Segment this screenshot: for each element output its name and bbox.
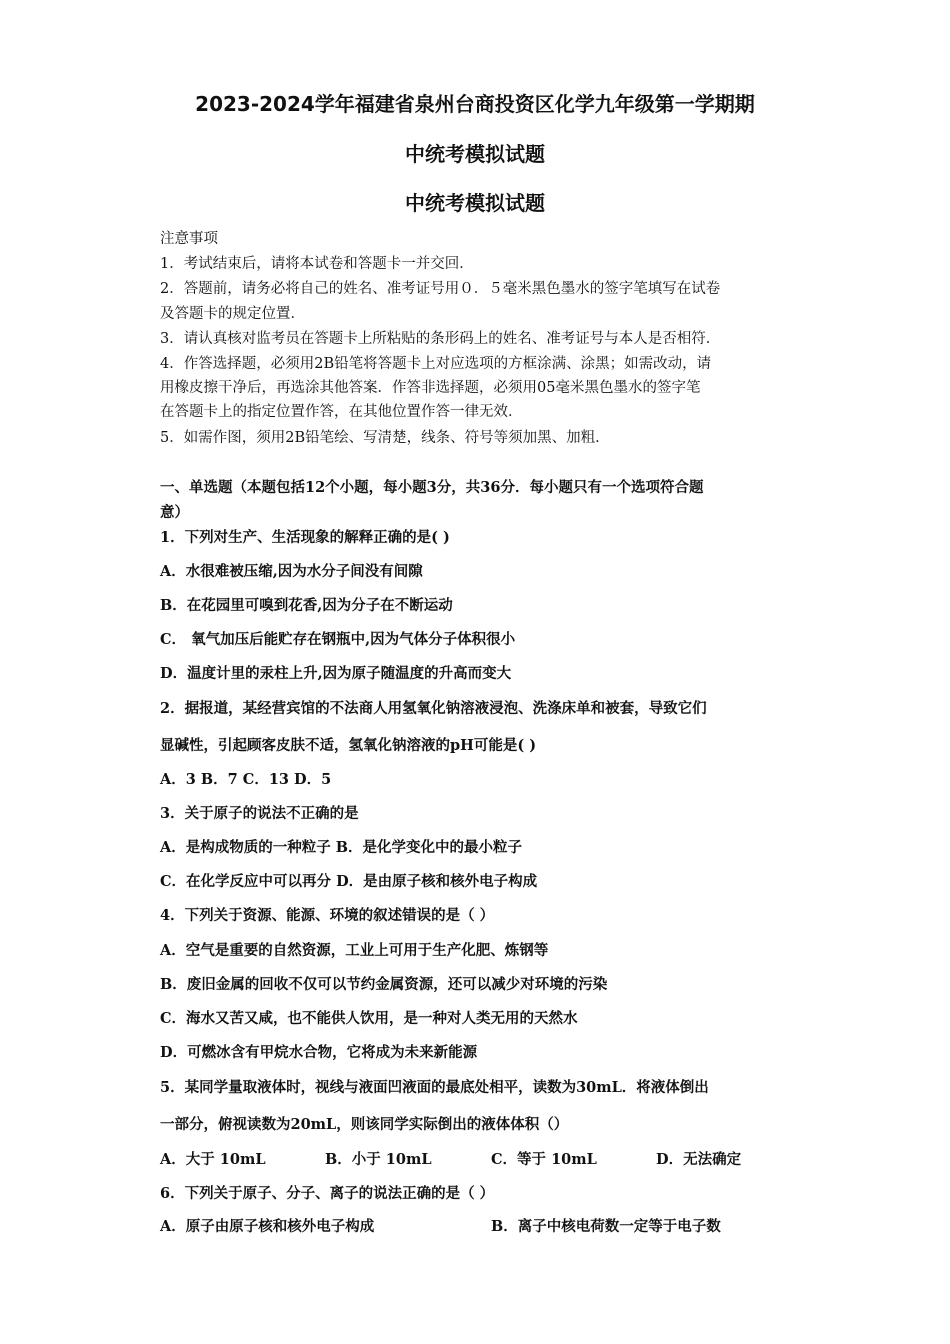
- question-stem: 3．关于原子的说法不正确的是: [160, 805, 359, 822]
- option-a: A．大于 10mL: [160, 1151, 266, 1168]
- question-stem: 2．据报道，某经营宾馆的不法商人用氢氧化钠溶液浸泡、洗涤床单和被套，导致它们: [160, 700, 707, 717]
- option-b: B．在花园里可嗅到花香,因为分子在不断运动: [160, 597, 453, 614]
- section-heading-cont: 意）: [160, 504, 189, 521]
- notes-line: 在答题卡上的指定位置作答，在其他位置作答一律无效．: [160, 404, 523, 420]
- option-d: D．温度计里的汞柱上升,因为原子随温度的升高而变大: [160, 665, 512, 682]
- question-stem: 4．下列关于资源、能源、环境的叙述错误的是（ ）: [160, 907, 495, 924]
- notes-line: 4．作答选择题，必须用2B铅笔将答题卡上对应选项的方框涂满、涂黑；如需改动，请: [160, 356, 712, 372]
- question-stem: 1．下列对生产、生活现象的解释正确的是( ): [160, 529, 450, 546]
- options-row: A．3 B．7 C．13 D．5: [160, 771, 332, 788]
- options-row: C．在化学反应中可以再分 D．是由原子核和核外电子构成: [160, 873, 538, 890]
- option-c: C． 氧气加压后能贮存在钢瓶中,因为气体分子体积很小: [160, 631, 516, 648]
- notes-line: 2．答题前，请务必将自己的姓名、准考证号用０．５毫米黑色墨水的签字笔填写在试卷: [160, 281, 721, 297]
- notes-line: 及答题卡的规定位置．: [160, 306, 305, 322]
- question-stem: 5．某同学量取液体时，视线与液面凹液面的最底处相平，读数为30mL．将液体倒出: [160, 1079, 709, 1096]
- question-stem-cont: 一部分，俯视读数为20mL，则该同学实际倒出的液体体积（）: [160, 1116, 569, 1133]
- option-a: A．空气是重要的自然资源，工业上可用于生产化肥、炼钢等: [160, 942, 549, 959]
- option-d: D．无法确定: [656, 1151, 742, 1168]
- option-b: B．小于 10mL: [325, 1151, 432, 1168]
- page-title-line2: 中统考模拟试题: [405, 142, 545, 166]
- question-stem-cont: 显碱性，引起顾客皮肤不适，氢氧化钠溶液的pH可能是( ): [160, 737, 537, 754]
- notes-line: 5．如需作图，须用2B铅笔绘、写清楚，线条、符号等须加黑、加粗．: [160, 430, 610, 446]
- page-title-line3: 中统考模拟试题: [405, 191, 545, 215]
- options-row: A．是构成物质的一种粒子 B．是化学变化中的最小粒子: [160, 839, 523, 856]
- option-a: A．原子由原子核和核外电子构成: [160, 1218, 375, 1235]
- option-a: A．水很难被压缩,因为水分子间没有间隙: [160, 563, 423, 580]
- section-heading: 一、单选题（本题包括12个小题，每小题3分，共36分．每小题只有一个选项符合题: [160, 479, 704, 496]
- notes-line: 3．请认真核对监考员在答题卡上所粘贴的条形码上的姓名、准考证号与本人是否相符．: [160, 331, 721, 347]
- question-stem: 6．下列关于原子、分子、离子的说法正确的是（ ）: [160, 1185, 495, 1202]
- notes-line: 用橡皮擦干净后，再选涂其他答案．作答非选择题，必须用05毫米黑色墨水的签字笔: [160, 380, 701, 396]
- option-c: C．海水又苦又咸，也不能供人饮用，是一种对人类无用的天然水: [160, 1010, 578, 1027]
- page-title-line1: 2023-2024学年福建省泉州台商投资区化学九年级第一学期期: [195, 92, 755, 116]
- option-b: B．离子中核电荷数一定等于电子数: [491, 1218, 721, 1235]
- option-c: C．等于 10mL: [491, 1151, 597, 1168]
- option-b: B．废旧金属的回收不仅可以节约金属资源，还可以减少对环境的污染: [160, 976, 608, 993]
- notes-heading: 注意事项: [160, 231, 218, 247]
- notes-line: 1．考试结束后，请将本试卷和答题卡一并交回．: [160, 256, 474, 272]
- option-d: D．可燃冰含有甲烷水合物，它将成为未来新能源: [160, 1044, 478, 1061]
